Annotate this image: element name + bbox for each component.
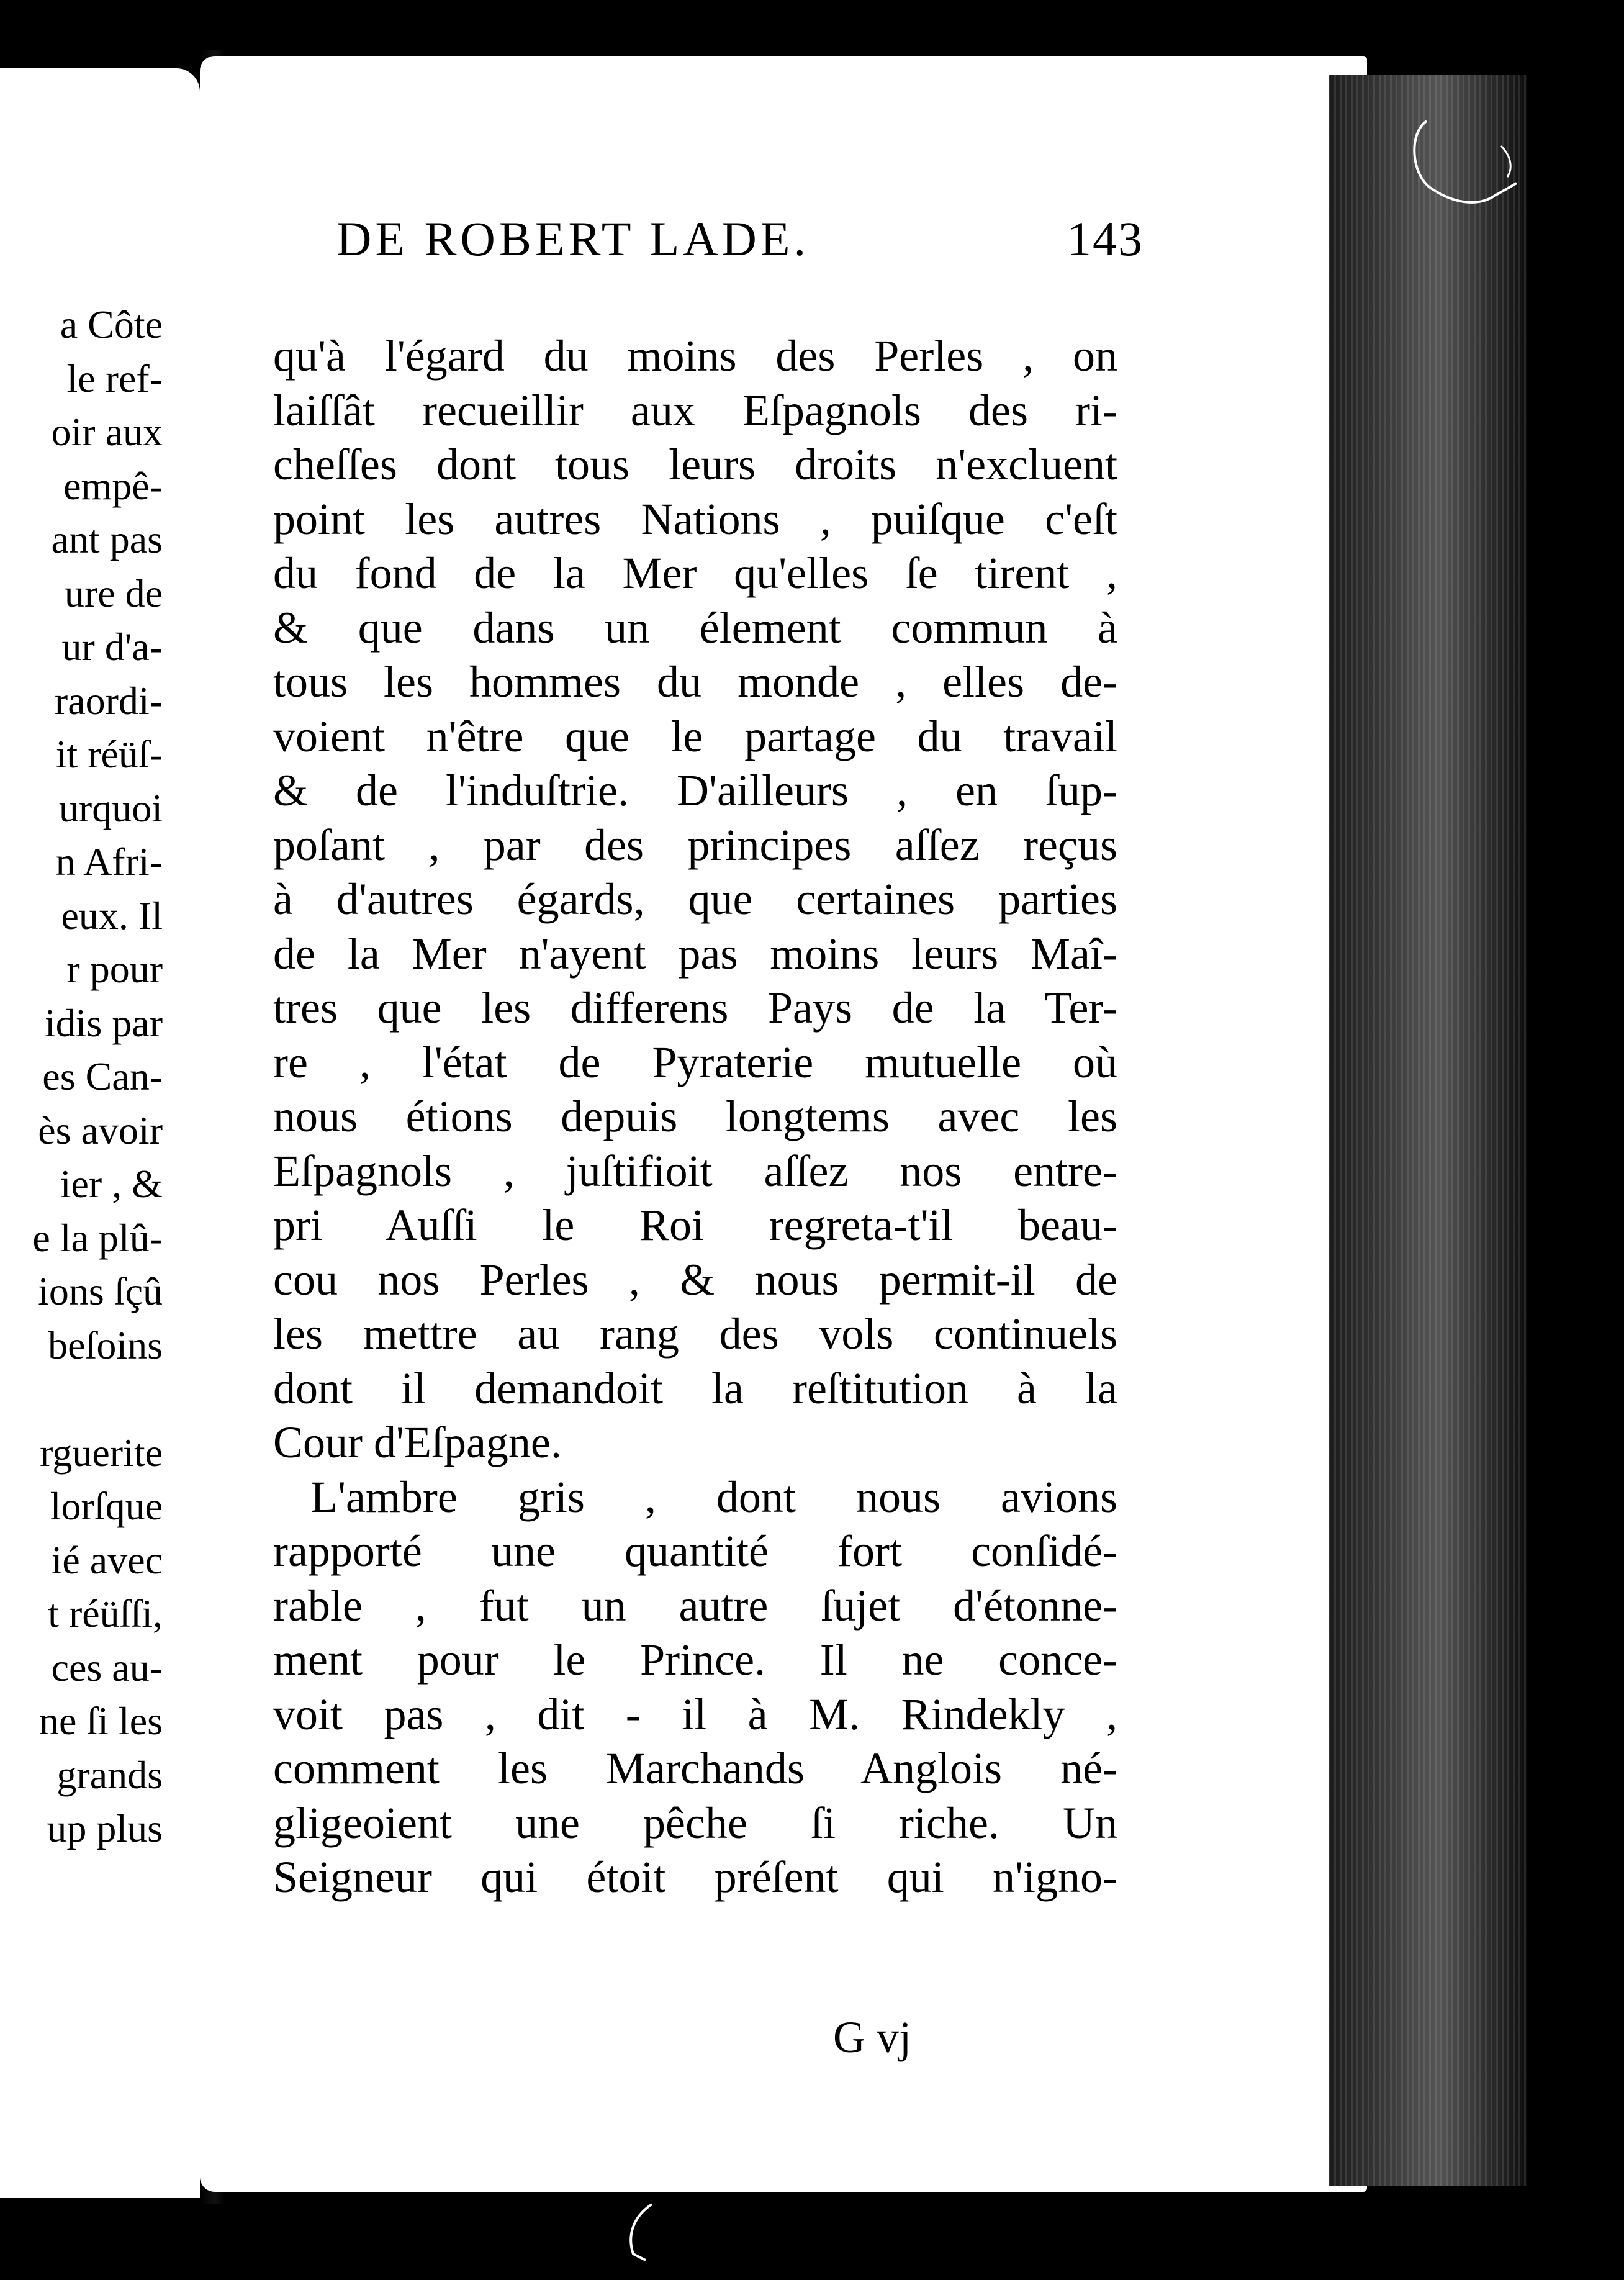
previous-page-line: es Can- — [42, 1054, 163, 1098]
previous-page-line: empê- — [63, 463, 163, 508]
text-line: cheſſes dont tous leurs droits n'excluent — [273, 440, 1117, 489]
text-line: rable , fut un autre ſujet d'étonne- — [273, 1580, 1117, 1631]
text-line: Eſpagnols , juſtifioit aſſez nos entre- — [273, 1146, 1117, 1196]
text-line: ment pour le Prince. Il ne conce- — [273, 1635, 1117, 1685]
previous-page-line: n Afri- — [55, 839, 163, 884]
previous-page-line: ure de — [64, 571, 163, 615]
previous-page-line: idis par — [44, 1000, 163, 1045]
page-number: 143 — [1067, 212, 1144, 266]
previous-page-line: raordi- — [54, 678, 163, 723]
pencil-mark-icon — [1408, 109, 1532, 220]
text-line: tous les hommes du monde , elles de- — [273, 657, 1117, 707]
text-line: Seigneur qui étoit préſent qui n'igno- — [273, 1852, 1117, 1902]
bottom-pencil-mark-icon — [608, 2198, 683, 2266]
previous-page-line: up plus — [47, 1806, 163, 1850]
text-line: cou nos Perles , & nous permit-il de — [273, 1254, 1117, 1305]
text-line: L'ambre gris , dont nous avions — [310, 1472, 1117, 1522]
text-line: re , l'état de Pyraterie mutuelle où — [273, 1037, 1117, 1087]
previous-page-line: le ref- — [66, 356, 163, 400]
previous-page-line: ié avec — [51, 1537, 163, 1582]
text-line: pri Auſſi le Roi regreta-t'il beau- — [273, 1200, 1117, 1250]
previous-page-line: oir aux — [51, 410, 163, 454]
text-line: à d'autres égards, que certaines parties — [273, 874, 1117, 924]
previous-page-line: urquoi — [58, 785, 163, 830]
text-line: de la Mer n'ayent pas moins leurs Maî- — [273, 928, 1117, 979]
text-line: voit pas , dit - il à M. Rindekly , — [273, 1689, 1117, 1739]
previous-page-line: ur d'a- — [61, 625, 163, 669]
text-line: Cour d'Eſpagne. — [273, 1418, 562, 1467]
running-head — [336, 211, 1144, 286]
previous-page-line — [32, 1372, 163, 1426]
text-line: tres que les differens Pays de la Ter- — [273, 983, 1117, 1033]
previous-page-line: lorſque — [50, 1484, 163, 1528]
text-line: les mettre au rang des vols continuels — [273, 1309, 1117, 1359]
previous-page-line: ès avoir — [38, 1108, 163, 1152]
current-page — [200, 56, 1367, 2192]
running-head-title: DE ROBERT LADE. — [336, 212, 810, 266]
previous-page-line: e la plû- — [32, 1215, 163, 1260]
previous-page-line: ces au- — [51, 1645, 163, 1690]
previous-page-line: a Côte — [60, 302, 163, 346]
previous-page-line: ant pas — [51, 517, 163, 561]
text-line: laiſſât recueillir aux Eſpagnols des ri- — [273, 385, 1117, 435]
previous-page-line: r pour — [66, 947, 163, 991]
text-line: qu'à l'égard du moins des Perles , on — [273, 331, 1117, 381]
text-line: rapporté une quantité fort conſidé- — [273, 1526, 1117, 1576]
text-line: poſant , par des principes aſſez reçus — [273, 820, 1117, 870]
text-line: nous étions depuis longtems avec les — [273, 1092, 1117, 1141]
previous-page-text — [32, 298, 163, 1856]
text-line: du fond de la Mer qu'elles ſe tirent , — [273, 548, 1117, 598]
text-line: comment les Marchands Anglois né- — [273, 1744, 1117, 1793]
previous-page-line: grands — [56, 1752, 163, 1797]
book-fore-edge — [1329, 75, 1527, 2186]
previous-page-line: ions ſçû — [38, 1269, 163, 1313]
text-line: point les autres Nations , puiſque c'eſt — [273, 494, 1117, 544]
text-line: & de l'induſtrie. D'ailleurs , en ſup- — [273, 766, 1117, 815]
text-line: & que dans un élement commun à — [273, 602, 1117, 653]
text-line: gligeoient une pêche ſi riche. Un — [273, 1798, 1117, 1848]
previous-page-line: t réüſſi, — [48, 1591, 163, 1635]
text-line: voient n'être que le partage du travail — [273, 711, 1117, 761]
previous-page-fragment — [0, 68, 200, 2198]
previous-page-line: ne ſi les — [38, 1699, 163, 1743]
previous-page-line: eux. Il — [61, 893, 163, 938]
previous-page-line: ier , & — [60, 1162, 163, 1206]
previous-page-line: it réüſ- — [55, 732, 163, 776]
previous-page-line: beſoins — [48, 1323, 163, 1367]
signature-mark: G vj — [833, 2012, 911, 2062]
page-body-text — [273, 329, 1117, 1905]
text-line: dont il demandoit la reſtitution à la — [273, 1363, 1117, 1413]
previous-page-line: rguerite — [40, 1430, 163, 1475]
